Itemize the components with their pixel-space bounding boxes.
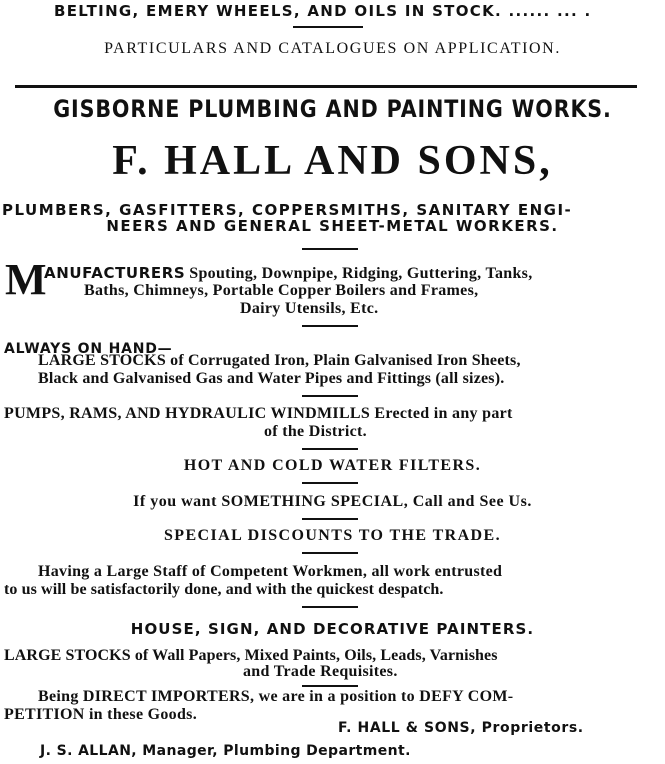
staff-line-1: Having a Large Staff of Competent Workmen, all work entrusted [38,563,503,580]
manufacturers-lead: ANUFACTURERS [44,264,186,282]
manager-line: J. S. ALLAN, Manager, Plumbing Department. [40,743,411,759]
proprietors-line: F. HALL & SONS, Proprietors. [338,720,584,736]
short-divider [302,448,358,450]
short-divider [293,26,363,28]
manufacturers-line-2: Baths, Chimneys, Portable Copper Boilers and Frames, [84,282,479,299]
trades-line-2: NEERS AND GENERAL SHEET-METAL WORKERS. [106,217,559,235]
short-divider [302,395,358,397]
always-on-hand-line-1: LARGE STOCKS of Corrugated Iron, Plain Galvanised Iron Sheets, [38,352,521,369]
works-title: GISBORNE PLUMBING AND PAINTING WORKS. [53,95,612,123]
always-on-hand-heading: ALWAYS ON HAND— [4,341,173,357]
short-divider [302,685,358,687]
firm-name: F. HALL AND SONS, [112,138,553,184]
manufacturers-items: Spouting, Downpipe, Ridging, Guttering, Tanks, [189,265,533,282]
stock-notice: BELTING, EMERY WHEELS, AND OILS IN STOCK. ...... ... . [54,2,592,20]
pumps-line-1: PUMPS, RAMS, AND HYDRAULIC WINDMILLS Erected in any part [4,405,513,422]
short-divider [302,552,358,554]
short-divider [302,482,358,484]
drop-cap: M [5,255,47,304]
stocks-line-1: LARGE STOCKS of Wall Papers, Mixed Paints, Oils, Leads, Varnishes [4,647,498,664]
always-on-hand-line-2: Black and Galvanised Gas and Water Pipes and Fittings (all sizes). [38,370,505,387]
special-line: If you want SOMETHING SPECIAL, Call and See Us. [133,493,532,510]
importers-line-1: Being DIRECT IMPORTERS, we are in a position to DEFY COM- [38,688,514,705]
discounts-line: SPECIAL DISCOUNTS TO THE TRADE. [164,527,501,544]
manufacturers-line-3: Dairy Utensils, Etc. [240,300,379,317]
staff-line-2: to us will be satisfactorily done, and with the quickest despatch. [4,581,444,598]
painters-heading: HOUSE, SIGN, AND DECORATIVE PAINTERS. [130,620,535,638]
importers-line-2: PETITION in these Goods. [4,706,198,723]
section-divider [15,85,637,88]
particulars-notice: PARTICULARS AND CATALOGUES ON APPLICATION. [104,40,561,57]
trades-line-1: PLUMBERS, GASFITTERS, COPPERSMITHS, SANITARY ENGI- [2,201,573,219]
pumps-line-2: of the District. [264,423,367,440]
short-divider [302,606,358,608]
manufacturers-line-1 [44,264,533,283]
short-divider [302,518,358,520]
filters-line: HOT AND COLD WATER FILTERS. [183,457,482,474]
short-divider [302,248,358,250]
stocks-line-2: and Trade Requisites. [243,663,398,680]
short-divider [302,325,358,327]
